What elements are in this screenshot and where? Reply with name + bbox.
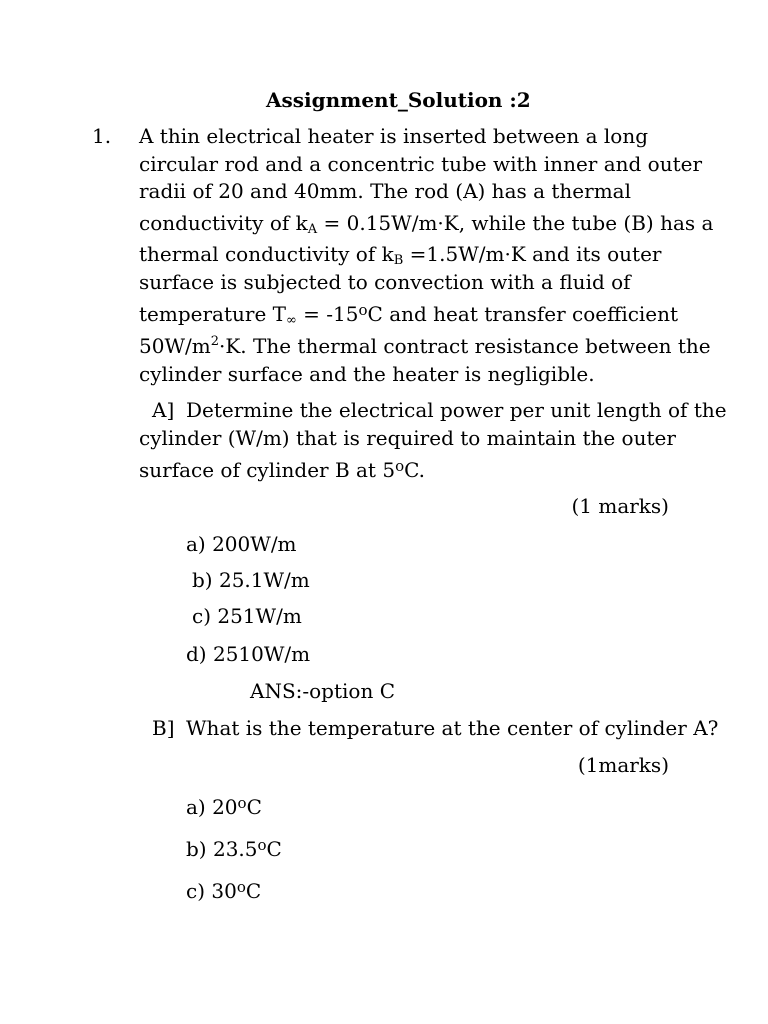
part-b-question: What is the temperature at the center of cylinder A?: [186, 716, 719, 740]
question-line-7-text: temperature T: [139, 302, 286, 326]
page-title: Assignment_Solution :2: [266, 88, 531, 112]
part-a-line-3: [139, 457, 426, 482]
subscript-b: B: [393, 253, 404, 268]
question-line-6: surface is subjected to convection with a fluid of: [139, 270, 631, 294]
option-unit: C: [245, 879, 262, 903]
question-line-5-text: thermal conductivity of k: [139, 242, 394, 266]
degree-symbol: o: [257, 836, 267, 854]
part-a-label: A]: [152, 398, 175, 422]
question-line-7-text-end: C and heat transfer coefficient: [367, 302, 679, 326]
question-line-4-text-end: = 0.15W/m·K, while the tube (B) has a: [317, 211, 714, 235]
degree-symbol: o: [236, 878, 246, 896]
subscript-infinity: ∞: [285, 313, 297, 328]
degree-symbol: o: [237, 794, 247, 812]
question-line-4-text: conductivity of k: [139, 211, 308, 235]
question-line-1: A thin electrical heater is inserted between a long: [139, 124, 649, 148]
question-line-7-value: = -15: [296, 302, 359, 326]
question-line-8-text: 50W/m: [139, 334, 211, 358]
part-a-option-a: a) 200W/m: [186, 532, 297, 556]
question-line-8-text-end: ·K. The thermal contract resistance between the: [219, 334, 711, 358]
question-line-9: cylinder surface and the heater is negligible.: [139, 362, 595, 386]
question-line-5-text-end: =1.5W/m·K and its outer: [403, 242, 662, 266]
part-a-option-b: b) 25.1W/m: [192, 568, 310, 592]
question-line-2: circular rod and a concentric tube with inner and outer: [139, 152, 703, 176]
subscript-a: A: [307, 222, 318, 237]
part-b-marks: (1marks): [577, 753, 669, 777]
question-number: 1.: [92, 124, 112, 148]
question-line-3: radii of 20 and 40mm. The rod (A) has a thermal: [139, 179, 631, 203]
part-a-option-c: c) 251W/m: [192, 604, 302, 628]
option-unit: C: [266, 837, 282, 861]
option-text: a) 20: [186, 795, 238, 819]
question-line-5: [139, 242, 662, 268]
superscript-2: 2: [210, 334, 219, 349]
part-a-line-3-text: surface of cylinder B at 5: [139, 458, 396, 482]
part-b-option-b: [186, 836, 282, 861]
part-a-line-2: cylinder (W/m) that is required to maintain the outer: [139, 426, 676, 450]
part-b-option-a: [186, 794, 262, 819]
question-line-4: [139, 211, 714, 237]
part-a-answer: ANS:-option C: [250, 679, 395, 703]
part-a-line-1: Determine the electrical power per unit length of the: [186, 398, 727, 422]
degree-symbol: o: [358, 301, 368, 319]
part-a-option-d: d) 2510W/m: [186, 642, 311, 666]
part-b-label: B]: [152, 716, 175, 740]
option-text: c) 30: [186, 879, 237, 903]
part-a-line-3-text-end: C.: [404, 458, 426, 482]
option-text: b) 23.5: [186, 837, 258, 861]
degree-symbol: o: [395, 457, 405, 475]
question-line-8: [139, 336, 711, 356]
option-unit: C: [246, 795, 262, 819]
part-b-option-c: [186, 878, 262, 903]
part-a-marks: (1 marks): [571, 494, 669, 518]
question-line-7: [139, 301, 679, 328]
